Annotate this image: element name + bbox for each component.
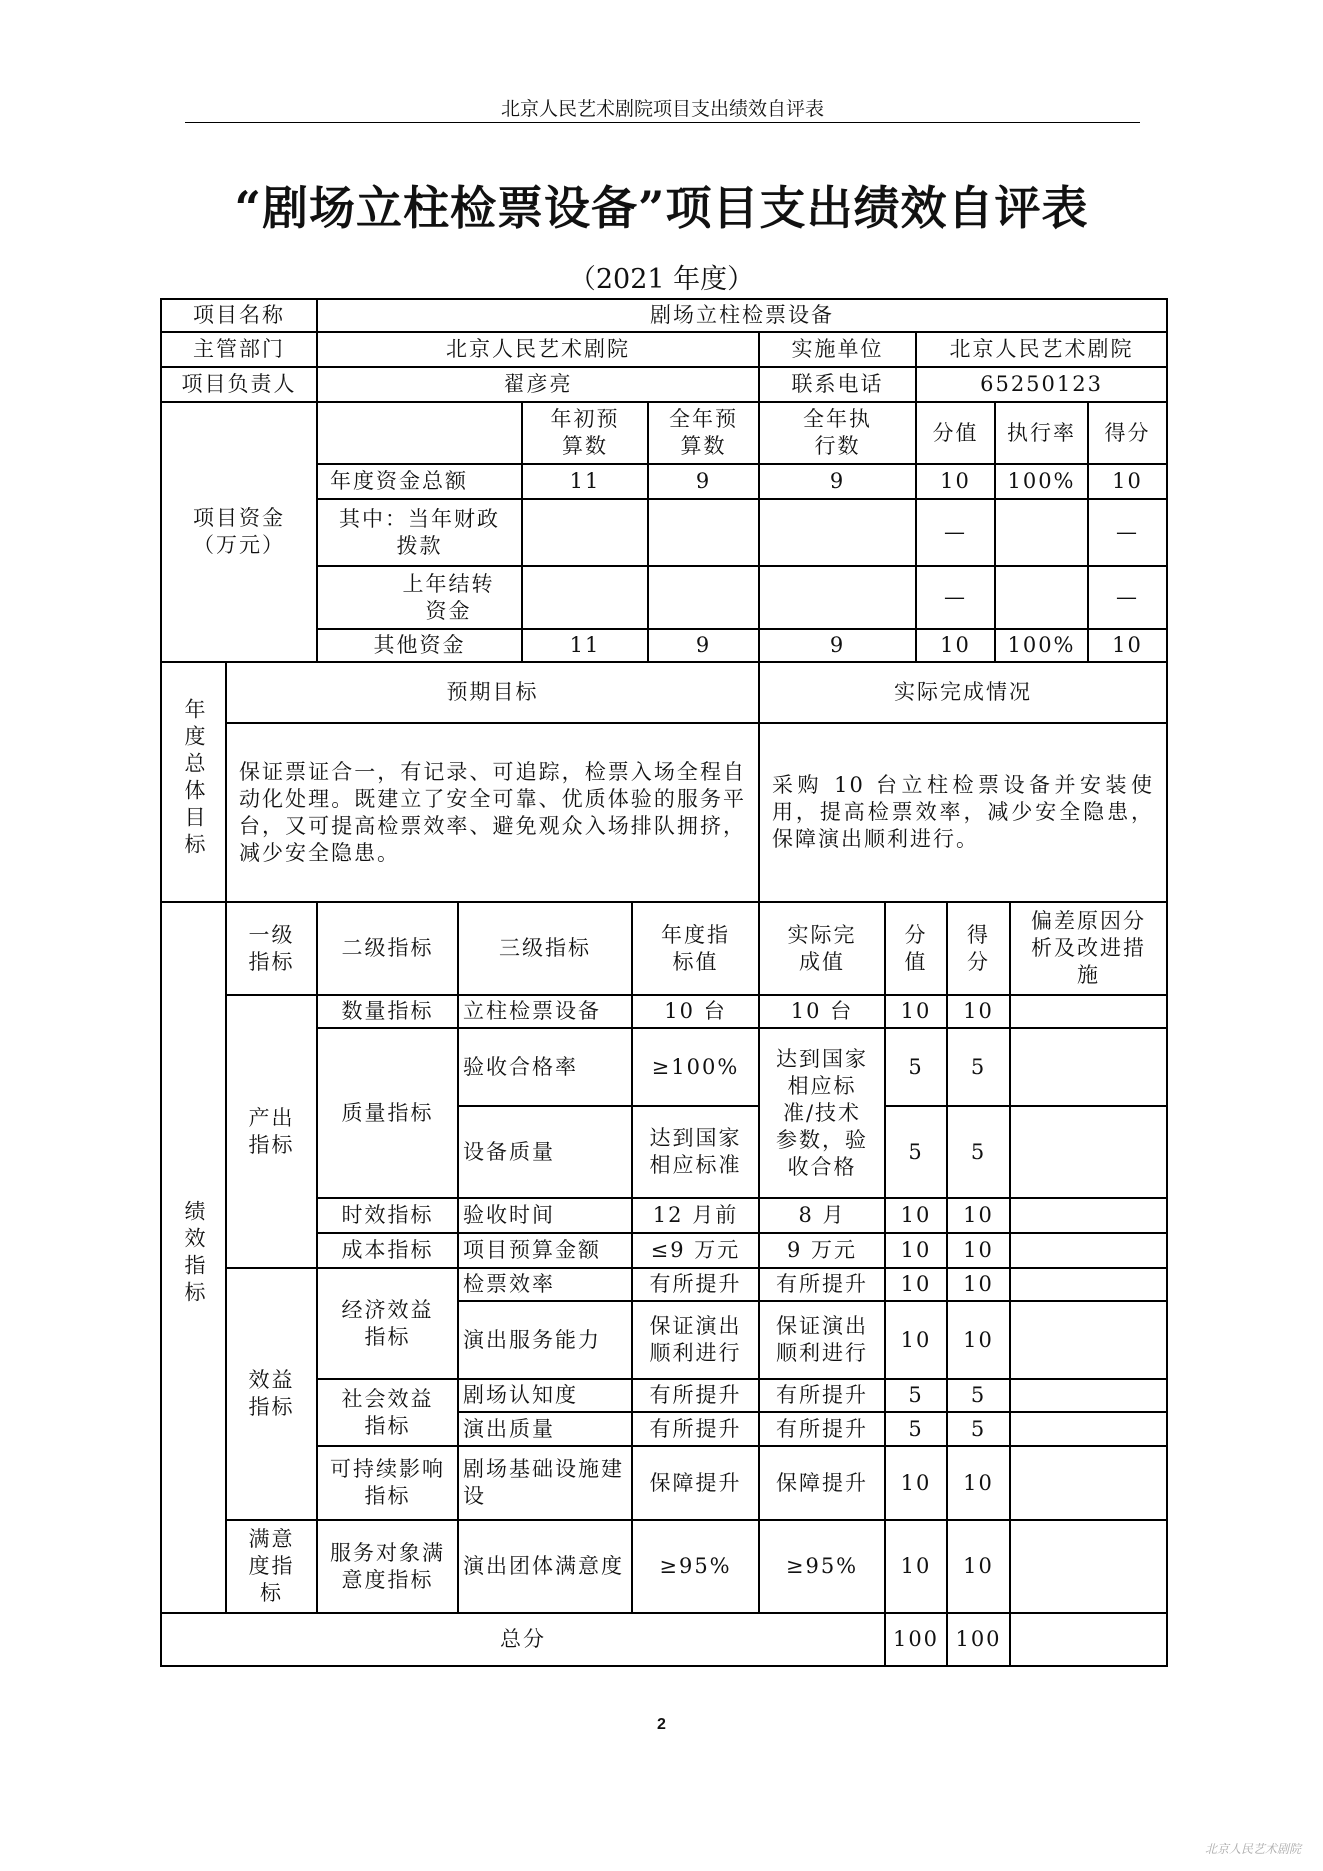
score: 10 (947, 1446, 1010, 1520)
cell (648, 499, 759, 566)
level1: 满意度指标 (226, 1520, 317, 1613)
target: ≥100% (632, 1028, 759, 1106)
running-header: 北京人民艺术剧院项目支出绩效自评表 (500, 98, 824, 120)
label: 实施单位 (759, 332, 916, 367)
level3: 演出服务能力 (458, 1301, 632, 1379)
table-row (161, 995, 1167, 1028)
score: 10 (947, 1520, 1010, 1613)
level2: 时效指标 (317, 1198, 458, 1233)
level3: 设备质量 (458, 1106, 632, 1198)
col-header: 执行率 (995, 402, 1088, 464)
owner: 翟彦亮 (317, 367, 759, 402)
cell: 10 (1088, 629, 1167, 662)
level3: 剧场基础设施建设 (458, 1446, 632, 1520)
deviation (1010, 995, 1167, 1028)
deviation (1010, 1379, 1167, 1412)
dept: 北京人民艺术剧院 (317, 332, 759, 367)
target: ≤9 万元 (632, 1233, 759, 1268)
col-header: 二级指标 (317, 902, 458, 995)
unit: 北京人民艺术剧院 (916, 332, 1167, 367)
row-label: 年度资金总额 (317, 464, 522, 499)
deviation (1010, 1028, 1167, 1106)
score-value: 10 (885, 995, 947, 1028)
level3: 剧场认知度 (458, 1379, 632, 1412)
col-header: 全年预算数 (648, 402, 759, 464)
page-subtitle: （2021 年度） (568, 264, 755, 295)
target: 达到国家相应标准 (632, 1106, 759, 1198)
label: 项目负责人 (161, 367, 317, 402)
cell: 11 (522, 629, 648, 662)
cell: — (916, 499, 995, 566)
expected-header: 预期目标 (226, 662, 759, 723)
header-divider (185, 122, 1140, 123)
cell: 9 (759, 629, 916, 662)
col-header: 年度指标值 (632, 902, 759, 995)
actual-header: 实际完成情况 (759, 662, 1167, 723)
cell: — (916, 566, 995, 629)
indicators-label-text: 绩效指标 (182, 1200, 206, 1308)
cell (648, 566, 759, 629)
level2: 经济效益指标 (317, 1268, 458, 1379)
target: 10 台 (632, 995, 759, 1028)
col-header: 三级指标 (458, 902, 632, 995)
label: 主管部门 (161, 332, 317, 367)
col-header: 一级指标 (226, 902, 317, 995)
target: 有所提升 (632, 1268, 759, 1301)
score-value: 10 (885, 1268, 947, 1301)
indicators-table (160, 901, 1168, 1667)
score-value: 10 (885, 1301, 947, 1379)
deviation (1010, 1412, 1167, 1446)
score-value: 5 (885, 1412, 947, 1446)
deviation (1010, 1301, 1167, 1379)
cell (522, 499, 648, 566)
actual: 10 台 (759, 995, 885, 1028)
watermark-logo: 北京人民艺术剧院 (1205, 1842, 1302, 1856)
level3: 演出质量 (458, 1412, 632, 1446)
expected-goal: 保证票证合一，有记录、可追踪，检票入场全程自动化处理。既建立了安全可靠、优质体验的服务平台，又可提高检票效率、避免观众入场排队拥挤，减少安全隐患。 (226, 723, 759, 902)
score: 5 (947, 1379, 1010, 1412)
phone: 65250123 (916, 367, 1167, 402)
row-label: 上年结转资金 (317, 566, 522, 629)
score-value: 5 (885, 1379, 947, 1412)
page-title: “剧场立柱检票设备”项目支出绩效自评表 (234, 181, 1089, 235)
actual-result: 采购 10 台立柱检票设备并安装使用，提高检票效率，减少安全隐患，保障演出顺利进行。 (759, 723, 1167, 902)
target: 12 月前 (632, 1198, 759, 1233)
score-value: 10 (885, 1520, 947, 1613)
total-value: 100 (885, 1613, 947, 1666)
target: 保证演出顺利进行 (632, 1301, 759, 1379)
score: 5 (947, 1106, 1010, 1198)
cell: — (1088, 566, 1167, 629)
cell (759, 499, 916, 566)
cell: 100% (995, 629, 1088, 662)
level3: 验收时间 (458, 1198, 632, 1233)
actual: 保障提升 (759, 1446, 885, 1520)
level2: 可持续影响指标 (317, 1446, 458, 1520)
col-header: 全年执行数 (759, 402, 916, 464)
cell: 9 (648, 629, 759, 662)
total-score: 100 (947, 1613, 1010, 1666)
score-value: 5 (885, 1028, 947, 1106)
deviation (1010, 1233, 1167, 1268)
goals-label-text: 年度总体目标 (182, 697, 206, 860)
actual: 9 万元 (759, 1233, 885, 1268)
project-name: 剧场立柱检票设备 (317, 299, 1167, 332)
deviation (1010, 1613, 1167, 1666)
actual: 8 月 (759, 1198, 885, 1233)
target: 有所提升 (632, 1379, 759, 1412)
col-header: 年初预算数 (522, 402, 648, 464)
cell (759, 566, 916, 629)
deviation (1010, 1520, 1167, 1613)
level2: 质量指标 (317, 1028, 458, 1198)
total-label: 总分 (161, 1613, 885, 1666)
target: ≥95% (632, 1520, 759, 1613)
label: 项目名称 (161, 299, 317, 332)
actual: ≥95% (759, 1520, 885, 1613)
score: 10 (947, 995, 1010, 1028)
score: 5 (947, 1412, 1010, 1446)
deviation (1010, 1198, 1167, 1233)
label: 联系电话 (759, 367, 916, 402)
cell (995, 499, 1088, 566)
deviation (1010, 1446, 1167, 1520)
cell: 9 (759, 464, 916, 499)
cell (522, 566, 648, 629)
col-header: 得分 (947, 902, 1010, 995)
col-header: 偏差原因分析及改进措施 (1010, 902, 1167, 995)
level2: 数量指标 (317, 995, 458, 1028)
col-header: 分值 (916, 402, 995, 464)
goals-label (161, 662, 226, 902)
cell (995, 566, 1088, 629)
col-header: 实际完成值 (759, 902, 885, 995)
col-header: 分值 (885, 902, 947, 995)
cell: 9 (648, 464, 759, 499)
total-row (161, 1613, 1167, 1666)
col-header: 得分 (1088, 402, 1167, 464)
actual: 有所提升 (759, 1412, 885, 1446)
level3: 项目预算金额 (458, 1233, 632, 1268)
deviation (1010, 1268, 1167, 1301)
actual: 有所提升 (759, 1268, 885, 1301)
actual: 达到国家相应标准/技术参数，验收合格 (759, 1028, 885, 1198)
score: 10 (947, 1301, 1010, 1379)
cell: — (1088, 499, 1167, 566)
target: 有所提升 (632, 1412, 759, 1446)
indicators-label (161, 902, 226, 1613)
blank-cell (317, 402, 522, 464)
cell: 100% (995, 464, 1088, 499)
level3: 演出团体满意度 (458, 1520, 632, 1613)
score-value: 10 (885, 1233, 947, 1268)
score-value: 10 (885, 1198, 947, 1233)
cell: 11 (522, 464, 648, 499)
page-number: 2 (657, 1716, 666, 1733)
score: 5 (947, 1028, 1010, 1106)
table-row (161, 1520, 1167, 1613)
score: 10 (947, 1268, 1010, 1301)
row-label: 其他资金 (317, 629, 522, 662)
deviation (1010, 1106, 1167, 1198)
annual-goals-table (160, 661, 1168, 903)
cell: 10 (916, 629, 995, 662)
level2: 社会效益指标 (317, 1379, 458, 1446)
funds-label: 项目资金（万元） (161, 402, 317, 662)
level3: 检票效率 (458, 1268, 632, 1301)
cell: 10 (1088, 464, 1167, 499)
score-value: 5 (885, 1106, 947, 1198)
level2: 服务对象满意度指标 (317, 1520, 458, 1613)
row-label: 其中：当年财政拨款 (317, 499, 522, 566)
project-info-table (160, 298, 1168, 663)
score: 10 (947, 1198, 1010, 1233)
level1: 产出指标 (226, 995, 317, 1268)
level1: 效益指标 (226, 1268, 317, 1520)
cell: 10 (916, 464, 995, 499)
level3: 验收合格率 (458, 1028, 632, 1106)
actual: 有所提升 (759, 1379, 885, 1412)
score-value: 10 (885, 1446, 947, 1520)
actual: 保证演出顺利进行 (759, 1301, 885, 1379)
level2: 成本指标 (317, 1233, 458, 1268)
target: 保障提升 (632, 1446, 759, 1520)
table-row (161, 1268, 1167, 1301)
score: 10 (947, 1233, 1010, 1268)
level3: 立柱检票设备 (458, 995, 632, 1028)
